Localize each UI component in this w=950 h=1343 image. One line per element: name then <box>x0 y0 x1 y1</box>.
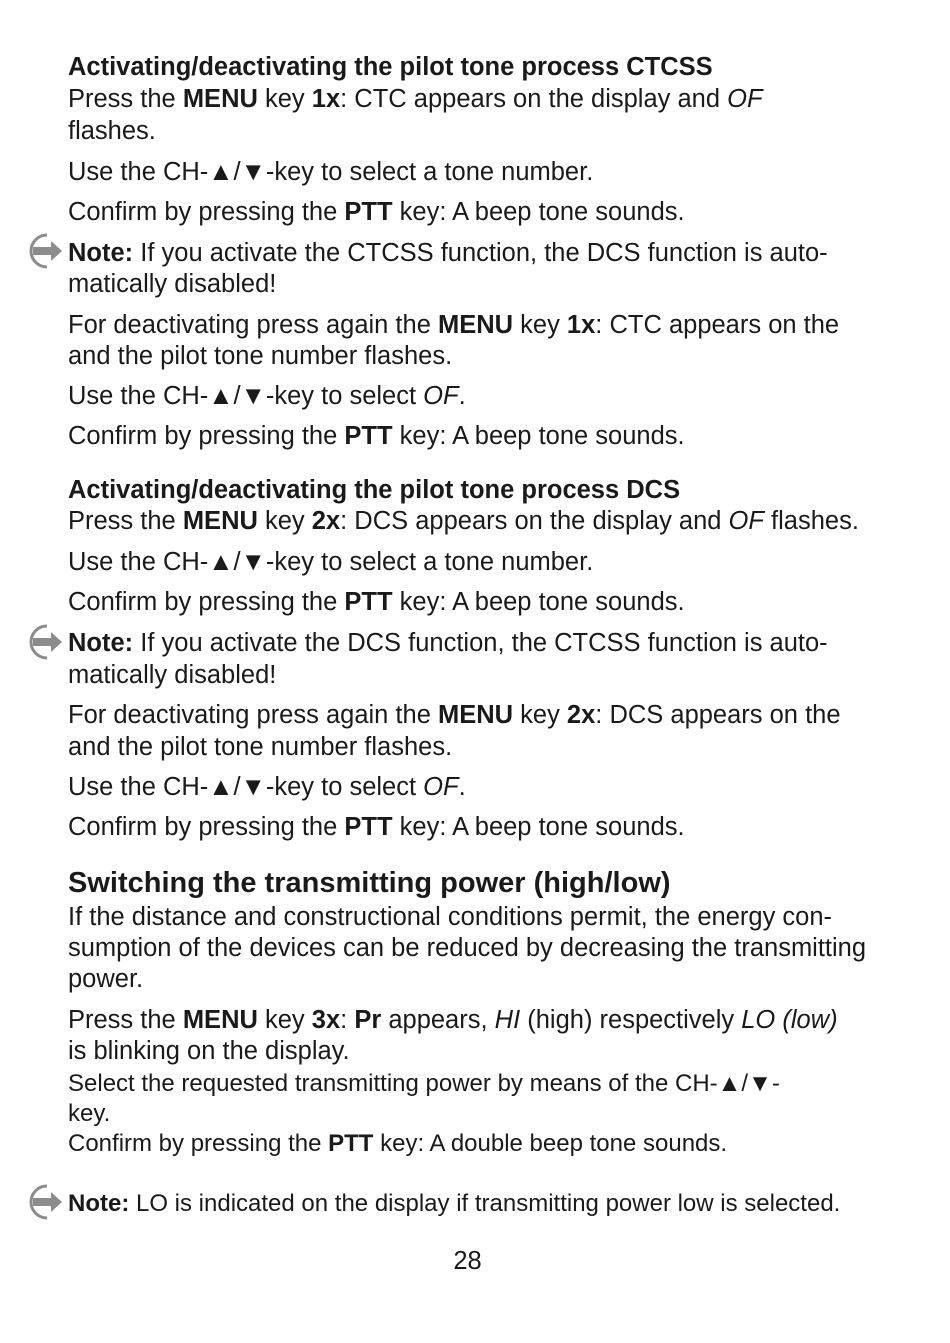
ctcss-note-cont: matically disabled! <box>68 270 277 298</box>
power-note: Note: LO is indicated on the display if transmitting power low is selected. <box>68 1190 841 1217</box>
dcs-confirm2: Confirm by pressing the PTT key: A beep tone sounds. <box>68 813 685 841</box>
dcs-heading: Activating/deactivating the pilot tone process DCS <box>68 476 681 504</box>
ctcss-confirm: Confirm by pressing the PTT key: A beep tone sounds. <box>68 198 685 226</box>
ctcss-step1: Press the MENU key 1x: CTC appears on the display and OF <box>68 85 763 113</box>
ctcss-heading: Activating/deactivating the pilot tone process CTCSS <box>68 53 713 81</box>
dcs-confirm: Confirm by pressing the PTT key: A beep tone sounds. <box>68 588 685 616</box>
dcs-note-cont: matically disabled! <box>68 661 277 689</box>
dcs-step1: Press the MENU key 2x: DCS appears on the display and OF flashes. <box>68 507 859 535</box>
power-intro-3: power. <box>68 965 144 993</box>
power-intro-2: sumption of the devices can be reduced by decreasing the transmitting <box>68 934 867 962</box>
ctcss-step1-cont: flashes. <box>68 117 156 145</box>
note-arrow-icon <box>27 1183 65 1221</box>
ctcss-note: Note: If you activate the CTCSS function, the DCS function is auto- <box>68 239 828 267</box>
dcs-select-of: Use the CH-▲/▼-key to select OF. <box>68 773 466 801</box>
dcs-deactivate-cont: and the pilot tone number flashes. <box>68 733 453 761</box>
power-confirm: Confirm by pressing the PTT key: A double beep tone sounds. <box>68 1130 728 1157</box>
power-select-2: key. <box>68 1100 111 1127</box>
power-heading: Switching the transmitting power (high/low) <box>68 867 671 899</box>
note-arrow-icon <box>27 623 65 661</box>
note-arrow-icon <box>27 232 65 270</box>
ctcss-confirm2: Confirm by pressing the PTT key: A beep tone sounds. <box>68 422 685 450</box>
power-press: Press the MENU key 3x: Pr appears, HI (high) respectively LO (low) <box>68 1006 838 1034</box>
power-select-1: Select the requested transmitting power by means of the CH-▲/▼- <box>68 1070 780 1097</box>
ctcss-deactivate-cont: and the pilot tone number flashes. <box>68 342 453 370</box>
ctcss-select-of: Use the CH-▲/▼-key to select OF. <box>68 382 466 410</box>
power-intro-1: If the distance and constructional conditions permit, the energy con- <box>68 903 833 931</box>
power-press-cont: is blinking on the display. <box>68 1037 350 1065</box>
dcs-deactivate: For deactivating press again the MENU key 2x: DCS appears on the <box>68 701 841 729</box>
page-number: 28 <box>453 1247 482 1275</box>
dcs-select: Use the CH-▲/▼-key to select a tone number. <box>68 548 594 576</box>
ctcss-select: Use the CH-▲/▼-key to select a tone number. <box>68 158 594 186</box>
ctcss-deactivate: For deactivating press again the MENU key 1x: CTC appears on the <box>68 311 840 339</box>
dcs-note: Note: If you activate the DCS function, the CTCSS function is auto- <box>68 629 828 657</box>
